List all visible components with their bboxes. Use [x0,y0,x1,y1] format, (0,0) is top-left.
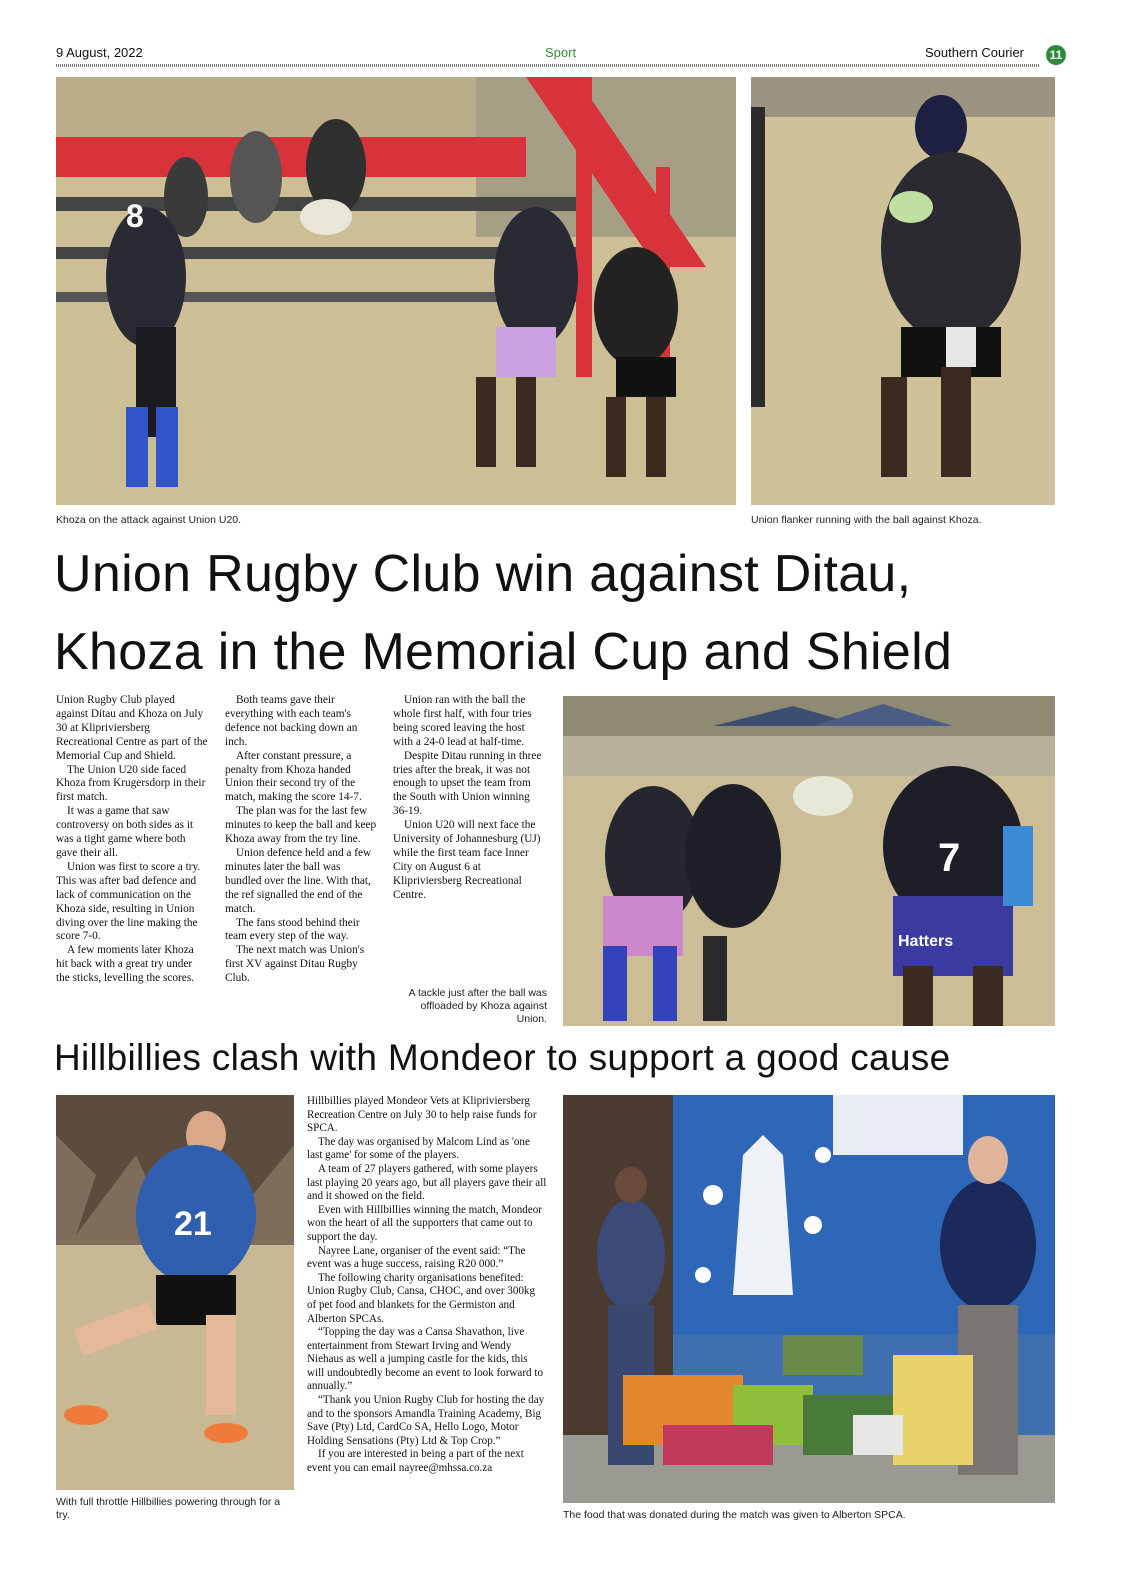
page-number-badge: 11 [1046,45,1066,65]
paragraph: Union ran with the ball the whole first half, with four tries being scored leaving the host with a 24-0 lead at half-time. [393,694,532,748]
paragraph: After constant pressure, a penalty from Khoza handed Union their second try of the match, making the score 14-7. [225,749,362,804]
article1-column-3 [393,694,545,903]
paragraph: Both teams gave their everything with each team's defence not backing down an inch. [225,694,358,748]
jersey-number-7: 7 [938,836,961,880]
paragraph: The fans stood behind their team every step of the way. [225,916,360,943]
caption-bottom-right: The food that was donated during the match was given to Alberton SPCA. [563,1509,906,1521]
article2-body [307,1095,547,1476]
paragraph: A few moments later Khoza hit back with a great try under the sticks, levelling the scores. [56,944,195,985]
paragraph: The next match was Union's first XV against Ditau Rugby Club. [225,944,365,985]
paragraph: Union U20 will next face the University of Johannesburg (UJ) while the first team face Inner City on August 6 at Klipriviersberg Recreational Centre. [393,819,541,901]
section-label: Sport [545,45,577,60]
photo-hillbillies-try [56,1095,294,1490]
caption-middle: A tackle just after the ball was offloaded by Khoza against Union. [408,987,547,1025]
paragraph: Even with Hillbillies winning the match, Mondeor won the heart of all the supporters that came out to support the day. [307,1203,542,1243]
issue-date: 9 August, 2022 [56,45,143,60]
headline-hillbillies: Hillbillies clash with Mondeor to support a good cause [54,1037,951,1078]
paragraph: “Thank you Union Rugby Club for hosting the day and to the sponsors Amandla Training Academy, Big Save (Pty) Ltd, CardCo SA, Hello Logo, Motor Holding Sensations (Pty) Ltd & Top Crop.” [307,1394,545,1447]
article1-column-2 [225,694,377,986]
headline-line-1: Union Rugby Club win against Ditau, [54,545,912,603]
paragraph: Union Rugby Club played against Ditau and Khoza on July 30 at Klipriviersberg Recreational Centre as part of the Memorial Cup and Shield. [56,694,208,762]
paragraph: The following charity organisations benefited: Union Rugby Club, Cansa, CHOC, and over 300kg of pet food and blankets for the Germiston and Alberton SPCAs. [307,1271,536,1325]
paragraph: The plan was for the last few minutes to keep the ball and keep Khoza away from the try line. [225,805,377,846]
paragraph: Union defence held and a few minutes later the ball was bundled over the line. With that, the ref signalled the end of the match. [225,846,372,915]
caption-top-left: Khoza on the attack against Union U20. [56,514,242,526]
photo-khoza-attack [56,77,736,505]
caption-bottom-left: With full throttle Hillbillies powering through for a try. [56,1496,281,1521]
paragraph: The Union U20 side faced Khoza from Krugersdorp in their first match. [56,763,206,804]
paragraph: It was a game that saw controversy on both sides as it was a tight game where both gave their all. [56,805,194,859]
jersey-number-21: 21 [174,1205,212,1243]
paragraph: Union was first to score a try. This was after bad defence and lack of communication on the Khoza side, resulting in Union diving over the line making the score 7-0. [56,860,201,943]
headline-line-2: Khoza in the Memorial Cup and Shield [54,623,953,681]
paragraph: A team of 27 players gathered, with some players last playing 20 years ago, but all players gave their all and it showed on the field. [307,1162,547,1203]
paragraph: Hillbillies played Mondeor Vets at Klipriviersberg Recreation Centre on July 30 to help raise funds for SPCA. [307,1095,537,1135]
jersey-number-8: 8 [126,198,144,234]
shorts-sponsor-text: Hatters [898,933,954,950]
photo-spca-donation [563,1095,1055,1503]
photo-union-flanker [751,77,1055,505]
publication-name: Southern Courier [925,45,1024,60]
paragraph: Despite Ditau running in three tries after the break, it was not enough to upset the team from the South with Union winning 36-19. [393,749,542,818]
photo-tackle [563,696,1055,1026]
paragraph: “Topping the day was a Cansa Shavathon, live entertainment from Stewart Irving and Wendy Niehaus as well a jumping castle for the kids, this will undoubtedly become an event to look forward to annually.” [307,1326,543,1393]
paragraph: The day was organised by Malcom Lind as 'one last game' for some of the players. [307,1135,530,1162]
paragraph: Nayree Lane, organiser of the event said: “The event was a huge success, raising R20 000.” [307,1244,526,1271]
header-rule [56,64,1040,67]
caption-top-right: Union flanker running with the ball against Khoza. [751,514,982,526]
article1-column-1 [56,694,208,986]
paragraph: If you are interested in being a part of the next event you can email nayree@mhssa.co.za [307,1448,524,1475]
